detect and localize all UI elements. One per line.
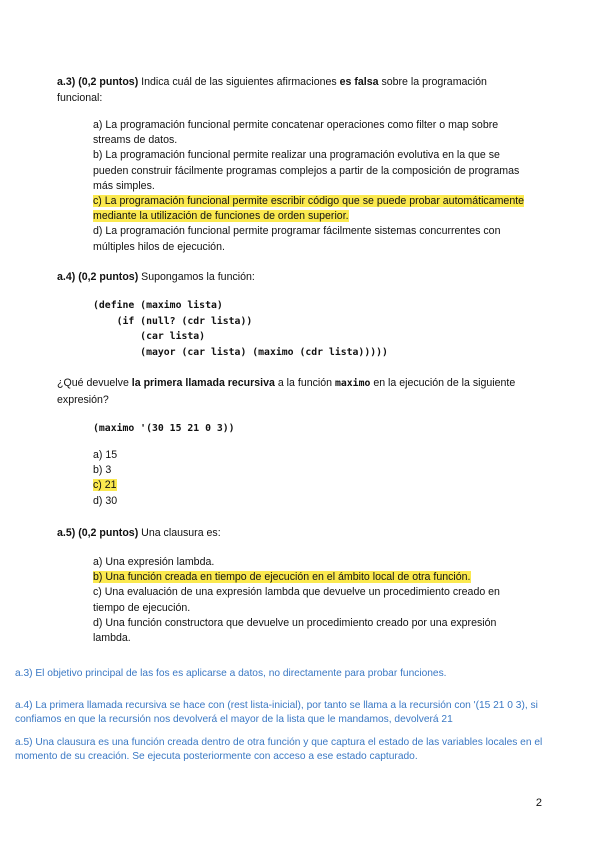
code-line-3: (car lista) <box>93 331 206 343</box>
code-line-1: (define (maximo lista) <box>93 300 223 311</box>
option-a4-c-highlighted: c) 21 <box>93 479 117 492</box>
code-line-2: (if (null? (cdr lista)) <box>93 315 253 327</box>
option-a4-b: b) 3 <box>93 464 112 477</box>
question-a4-label: a.4) (0,2 puntos) <box>57 271 139 283</box>
question-a5-options <box>93 555 525 646</box>
code-block-maximo <box>93 298 388 360</box>
option-a5-b <box>93 570 525 585</box>
option-a5-d: d) Una función constructora que devuelve un procedimiento creado por una expresión lambda. <box>93 616 497 645</box>
option-a3-d: d) La programación funcional permite programar fácilmente sistemas concurrentes con múltiples hilos de ejecución. <box>93 225 501 253</box>
option-a4-a: a) 15 <box>93 449 118 461</box>
code-line-4: (mayor (car lista) (maximo (cdr lista))))) <box>93 346 388 358</box>
question-a4-text: Supongamos la función: <box>138 271 255 283</box>
code-expression: (maximo '(30 15 21 0 3)) <box>93 423 235 434</box>
question-a5-label: a.5) (0,2 puntos) <box>57 527 139 539</box>
question-a3-text: Indica cuál de las siguientes afirmaciones <box>138 76 340 88</box>
answer-a3: a.3) El objetivo principal de las fos es aplicarse a datos, no directamente para probar funciones. <box>15 668 447 679</box>
question-a3 <box>57 74 527 106</box>
question-a5 <box>57 525 527 541</box>
question-a3-text-end: sobre la programación funcional: <box>57 76 487 104</box>
question-a5-text: Una clausura es: <box>138 527 221 539</box>
option-a5-b-highlighted: b) Una función creada en tiempo de ejecución en el ámbito local de otra función. <box>93 571 471 584</box>
question-a4-prompt-end: en la ejecución de la siguiente expresión? <box>57 377 516 406</box>
answer-a5: a.5) Una clausura es una función creada dentro de otra función y que captura el estado de las variables locales en el momento de su creación. Se ejecuta posteriormente con acceso a ese estado capturado. <box>15 737 543 762</box>
option-a3-c <box>93 194 525 224</box>
page-number: 2 <box>535 797 542 809</box>
question-a4-prompt <box>57 375 527 408</box>
question-a3-options <box>93 118 525 255</box>
question-a4-prompt-mid: a la función <box>274 377 335 389</box>
option-a5-a: a) Una expresión lambda. <box>93 556 215 568</box>
option-a3-c-highlighted: c) La programación funcional permite escribir código que se puede probar automáticamente mediante la utilización de funciones de orden superior. <box>93 195 525 223</box>
option-a3-b: b) La programación funcional permite realizar una programación evolutiva en la que se pueden construir fácilmente programas complejos a partir de la composición de programas más simples. <box>93 149 520 192</box>
question-a4 <box>57 269 527 285</box>
answer-a4: a.4) La primera llamada recursiva se hace con (rest lista-inicial), por tanto se llama a la recursión con '(15 21 0 3), si confiamos en que la recursión nos devolverá el mayor de la lista que le mandamos, devolverá 21 <box>15 700 538 725</box>
question-a4-prompt-start: ¿Qué devuelve <box>57 377 132 389</box>
option-a3-a: a) La programación funcional permite concatenar operaciones como filter o map sobre streams de datos. <box>93 119 499 147</box>
question-a3-label: a.3) (0,2 puntos) <box>57 76 139 88</box>
question-a4-options <box>93 448 525 509</box>
question-a4-prompt-emphasis: la primera llamada recursiva <box>131 377 275 389</box>
question-a4-function-name: maximo <box>334 378 371 389</box>
question-a3-emphasis: es falsa <box>339 76 379 88</box>
option-a4-d: d) 30 <box>93 494 118 507</box>
option-a5-c: c) Una evaluación de una expresión lambda que devuelve un procedimiento creado en tiempo de ejecución. <box>93 586 500 614</box>
option-a4-c <box>93 478 525 493</box>
